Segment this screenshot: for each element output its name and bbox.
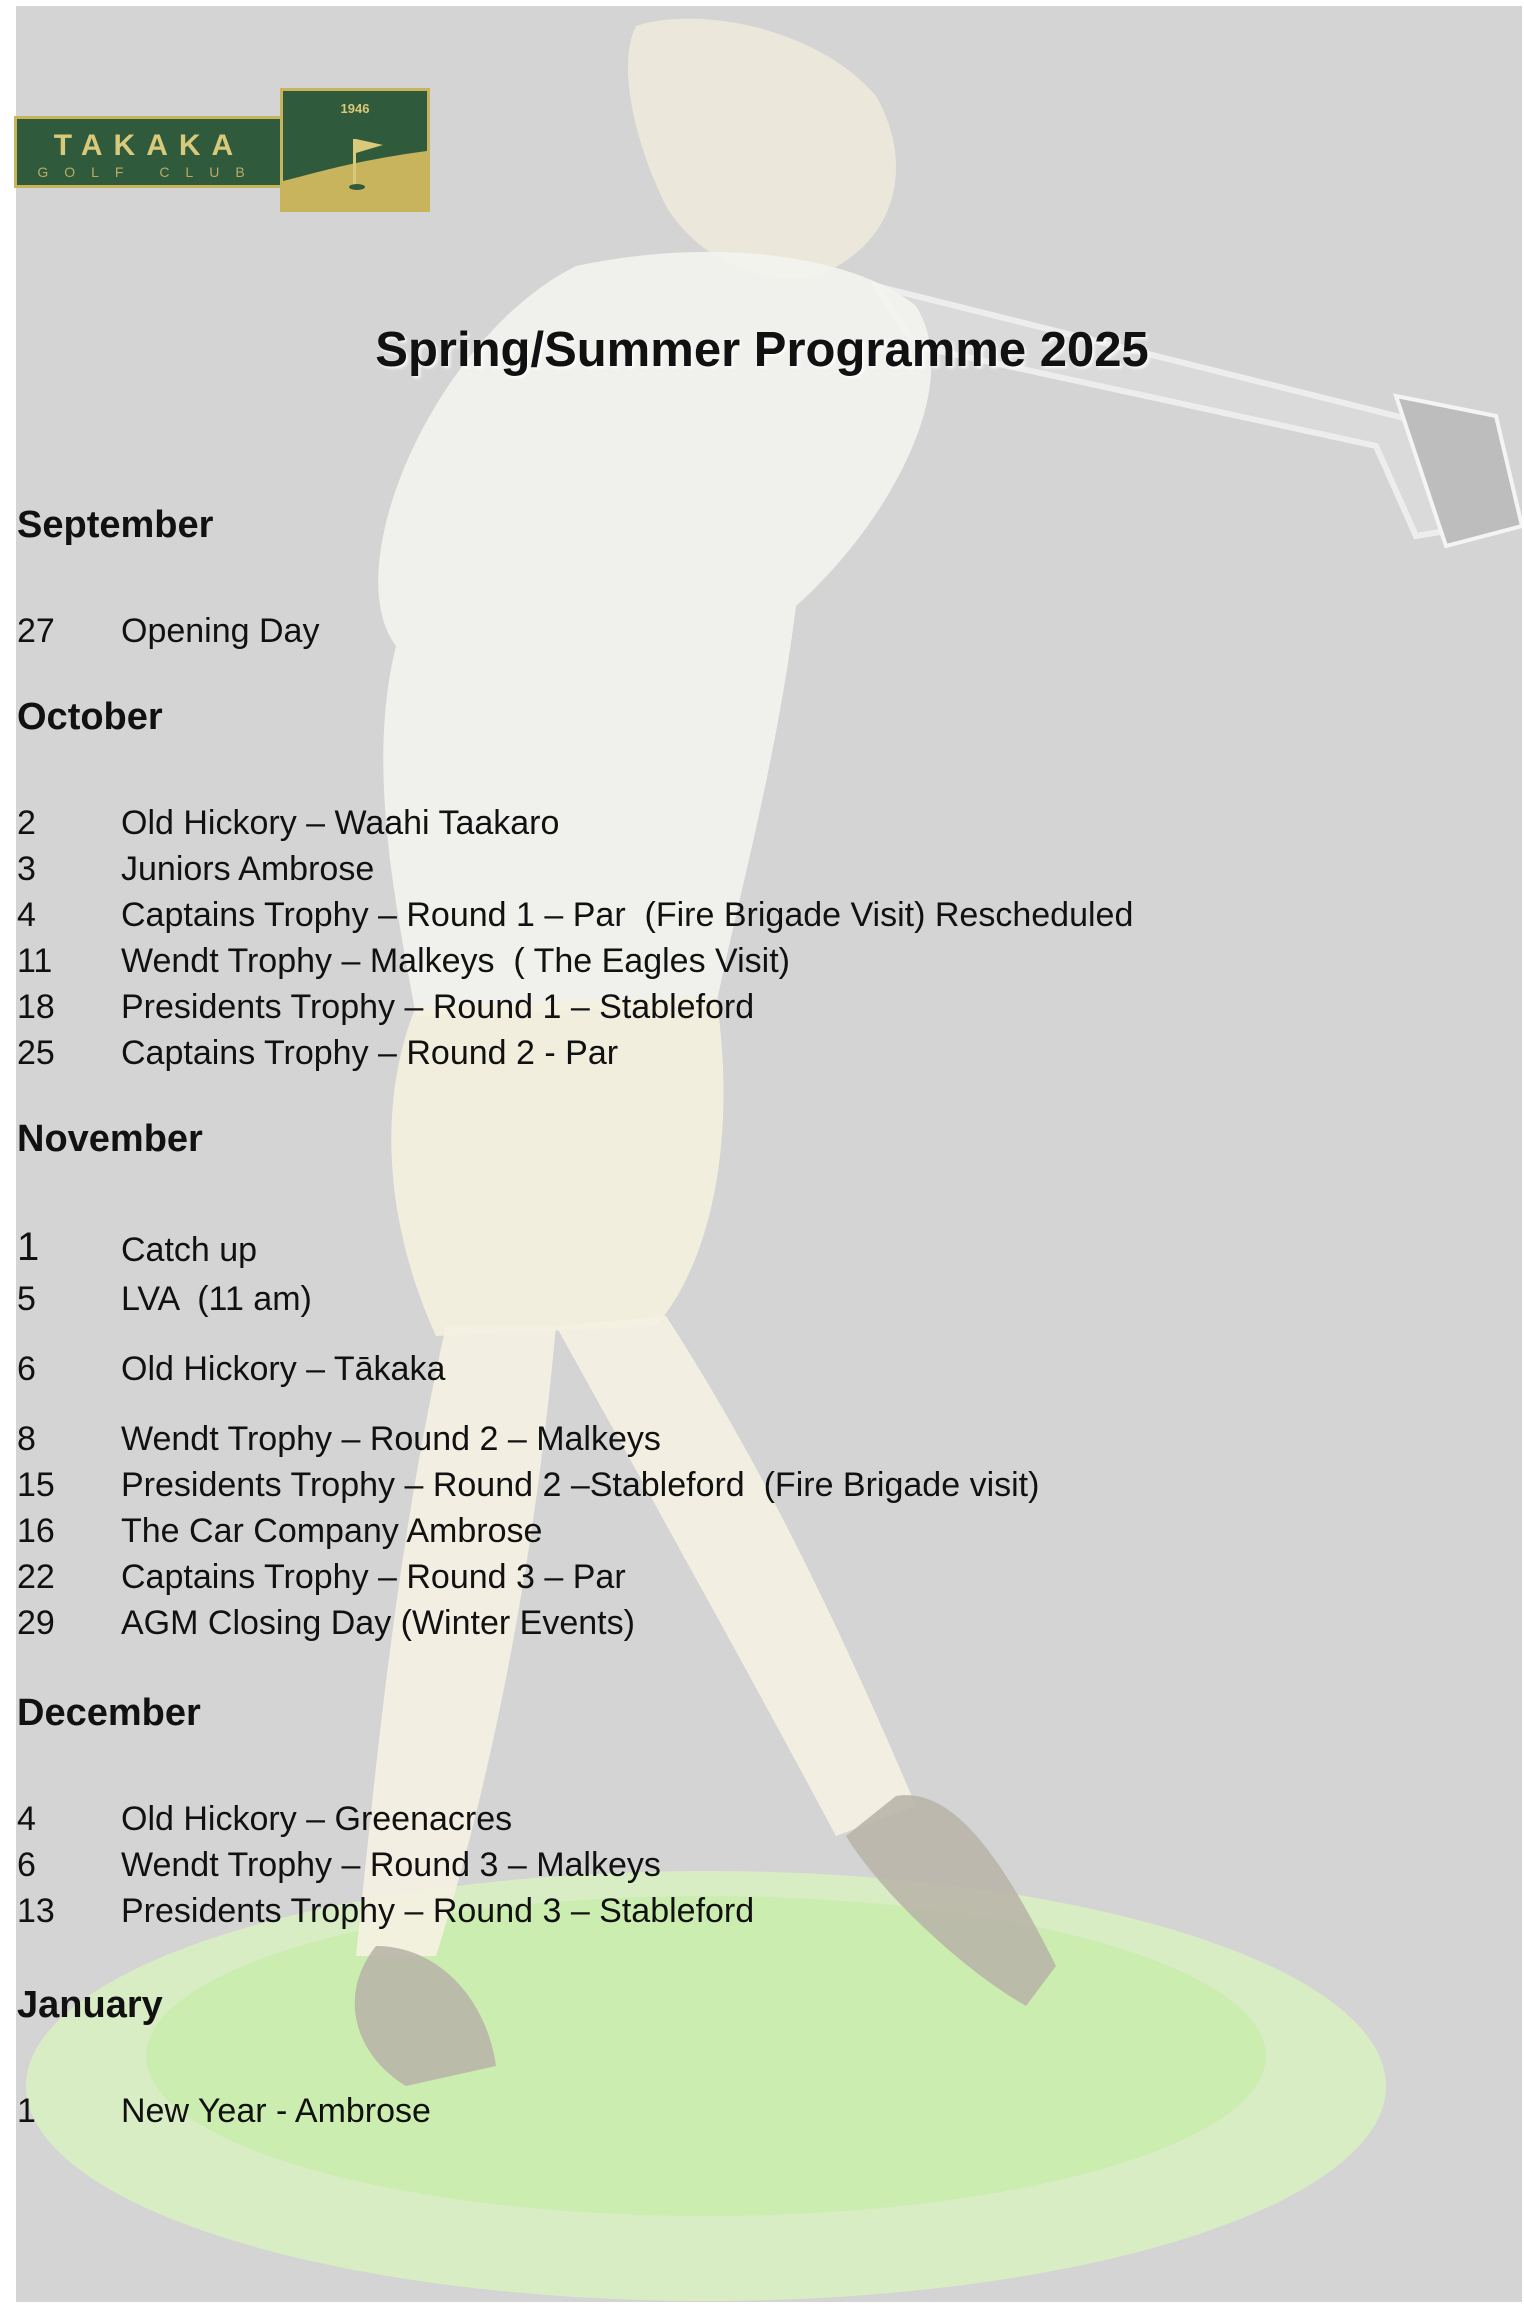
event-day: 29 [17,1604,55,1642]
event-day: 3 [17,850,36,888]
month-heading-january: January [17,1984,163,2026]
event-title: The Car Company Ambrose [121,1512,543,1550]
logo-name: TAKAKA [53,129,245,162]
event-title: New Year - Ambrose [121,2092,431,2130]
event-day: 25 [17,1034,55,1072]
event-title: AGM Closing Day (Winter Events) [121,1604,635,1642]
logo-wordmark [14,116,284,188]
event-day: 5 [17,1280,36,1318]
event-day: 6 [17,1846,36,1884]
event-day: 8 [17,1420,36,1458]
event-day: 13 [17,1892,55,1930]
event-title: Presidents Trophy – Round 2 –Stableford (Fire Brigade visit) [121,1466,1040,1504]
event-day: 4 [17,896,36,934]
event-title: Captains Trophy – Round 1 – Par (Fire Brigade Visit) Rescheduled [121,896,1134,934]
logo-year: 1946 [340,101,370,116]
club-logo [14,88,434,212]
event-title: Presidents Trophy – Round 3 – Stableford [121,1892,755,1930]
event-title: Captains Trophy – Round 2 - Par [121,1034,619,1072]
month-heading-september: September [17,504,214,546]
event-day: 27 [17,612,55,650]
event-day: 18 [17,988,55,1026]
month-heading-december: December [17,1692,201,1734]
logo-emblem [280,88,430,212]
event-title: Wendt Trophy – Malkeys ( The Eagles Visit) [121,942,790,980]
event-title: Old Hickory – Waahi Taakaro [121,804,560,842]
event-day: 15 [17,1466,55,1504]
month-heading-november: November [17,1118,203,1160]
event-title: Wendt Trophy – Round 3 – Malkeys [121,1846,661,1884]
event-title: Old Hickory – Tākaka [121,1350,446,1388]
event-day: 4 [17,1800,36,1838]
event-day: 6 [17,1350,36,1388]
event-day: 22 [17,1558,55,1596]
event-day: 2 [17,804,36,842]
event-title: Catch up [121,1231,258,1269]
event-title: Juniors Ambrose [121,850,375,888]
event-title: Presidents Trophy – Round 1 – Stableford [121,988,755,1026]
event-day: 16 [17,1512,55,1550]
logo-subtitle: GOLF CLUB [37,164,261,180]
event-title: Wendt Trophy – Round 2 – Malkeys [121,1420,661,1458]
event-title: LVA (11 am) [121,1280,312,1318]
event-day: 1 [17,2092,36,2130]
event-title: Opening Day [121,612,320,650]
event-title: Old Hickory – Greenacres [121,1800,513,1838]
event-day: 11 [17,942,53,980]
page-title: Spring/Summer Programme 2025 [375,323,1149,377]
event-day: 1 [17,1225,40,1269]
event-title: Captains Trophy – Round 3 – Par [121,1558,626,1596]
month-heading-october: October [17,696,163,738]
